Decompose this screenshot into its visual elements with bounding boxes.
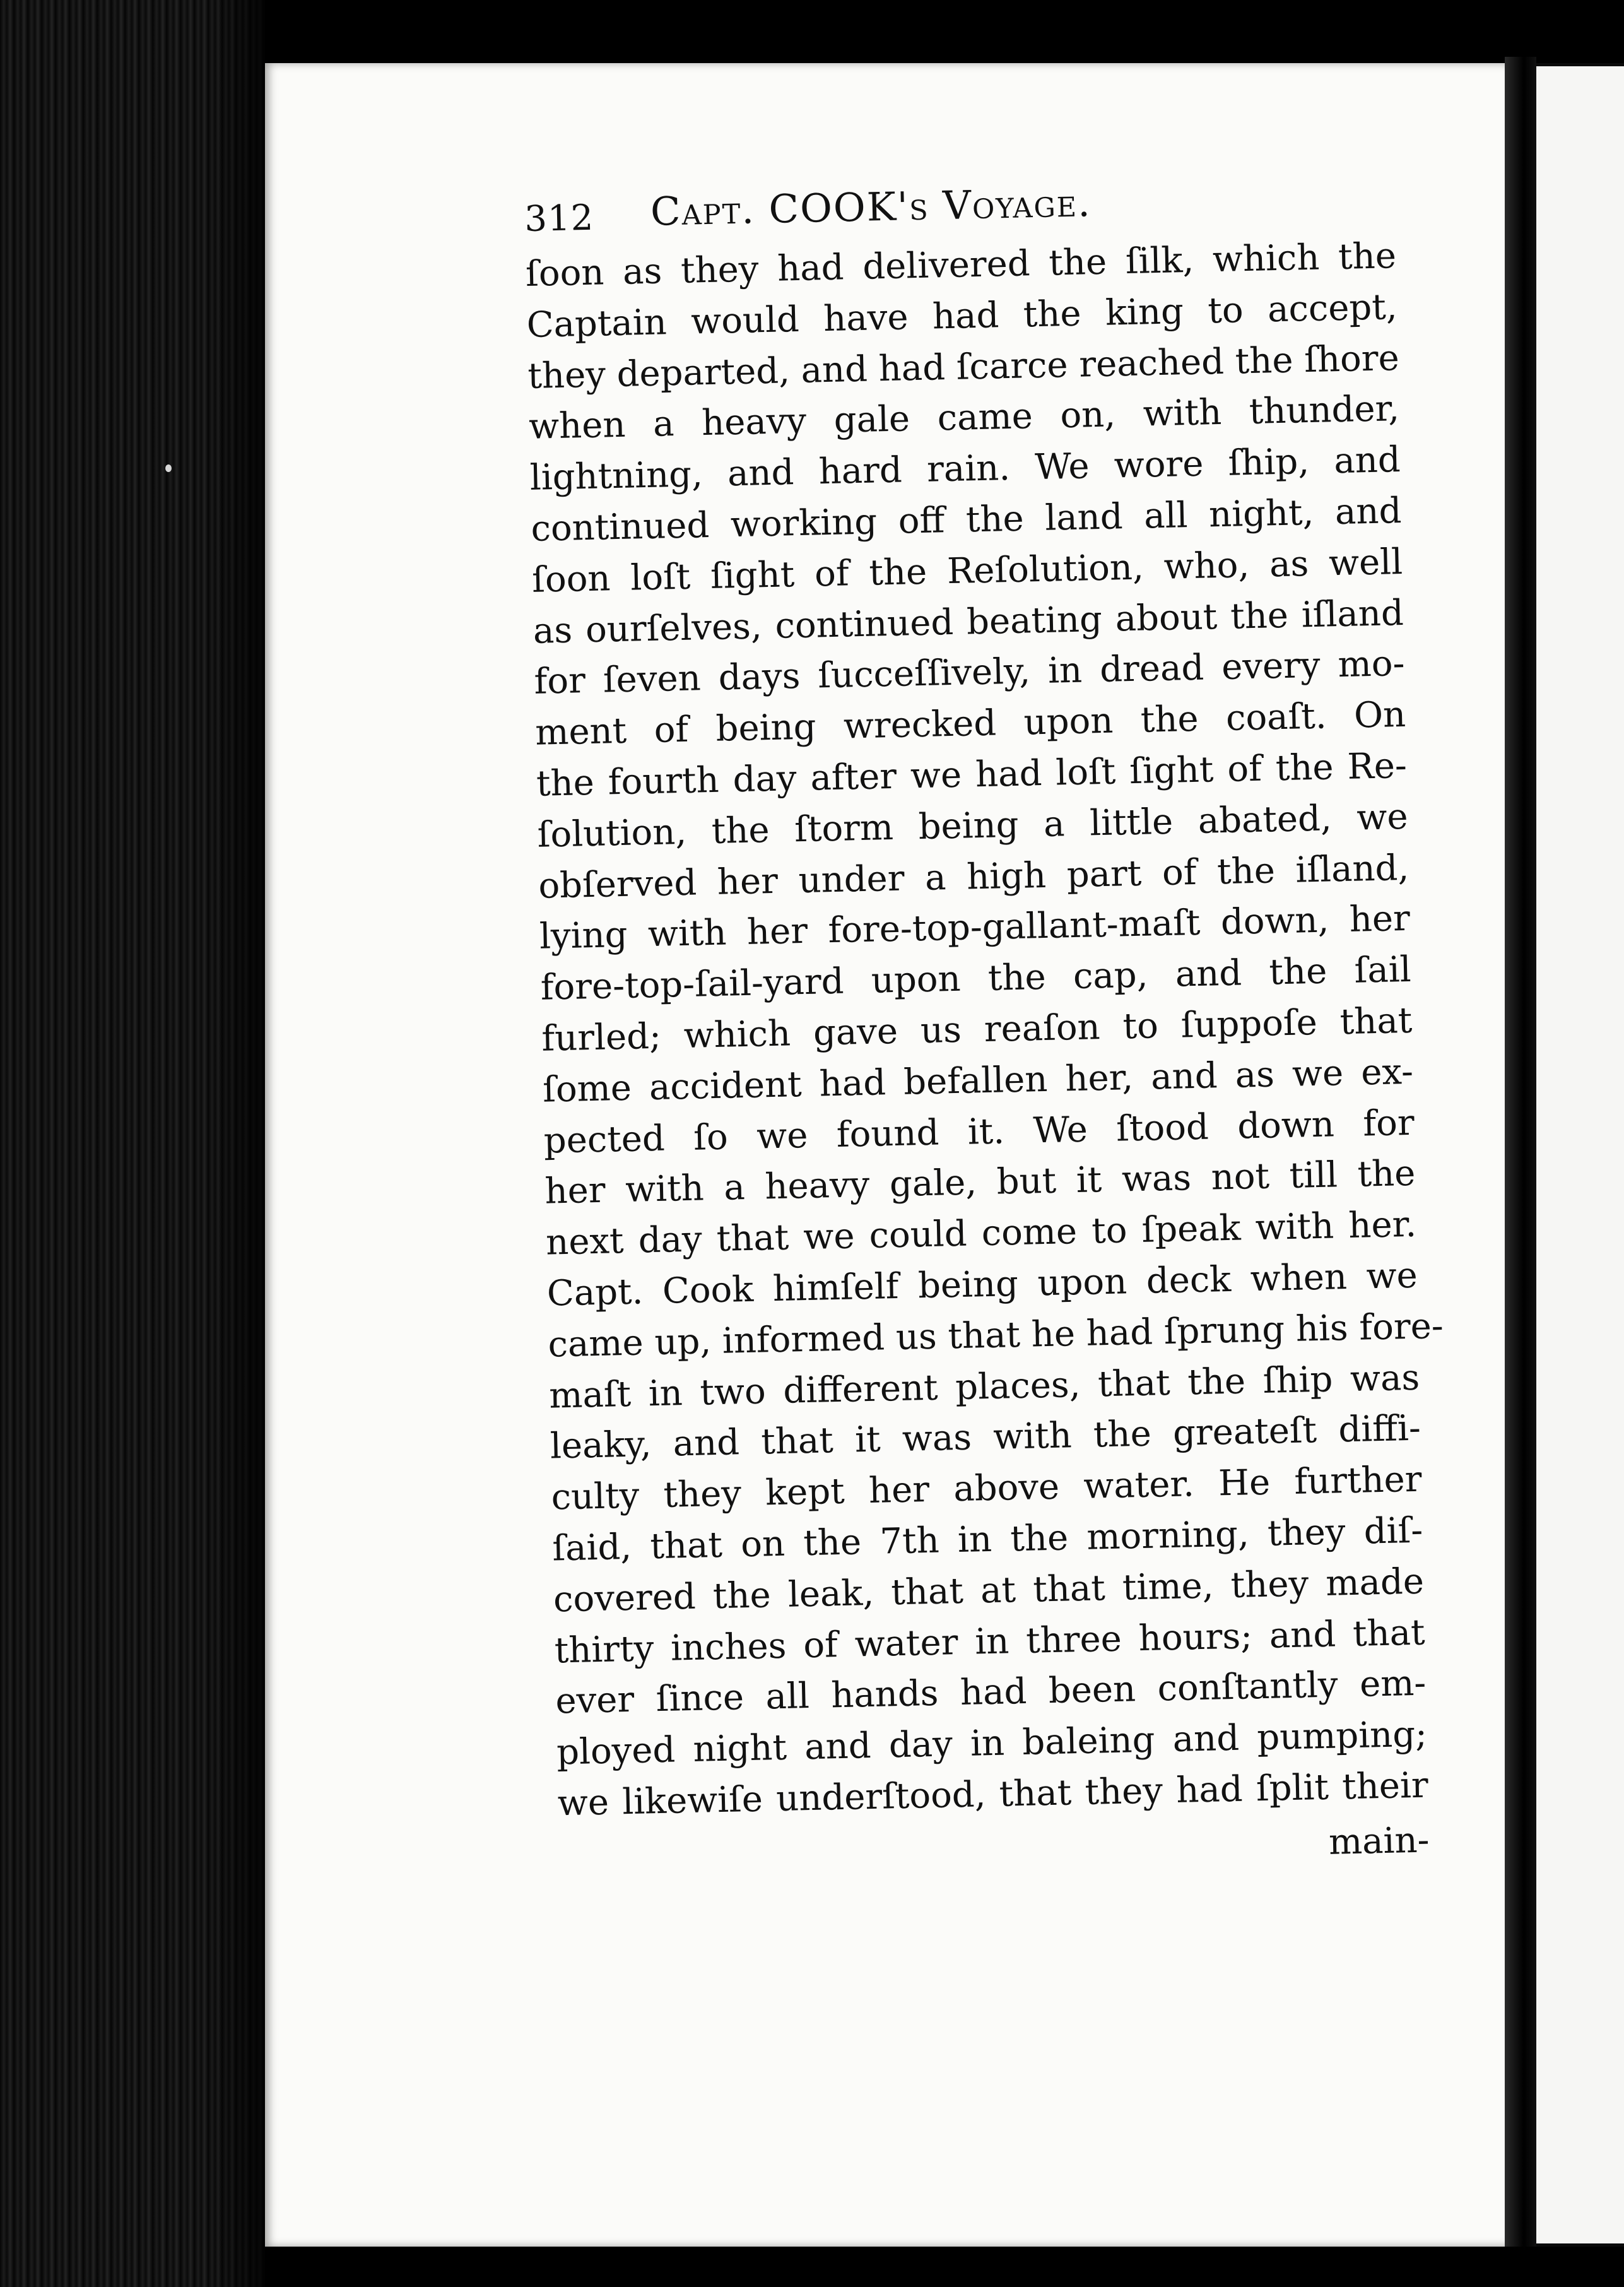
text-line: pected ſo we found it. We ſtood down for [543,1102,1415,1162]
text-line: came up, informed us that he had ſprung his fore- [547,1305,1444,1366]
text-line: Captain would have had the king to accept, [526,286,1398,346]
text-line: culty they kept her above water. He further [551,1458,1423,1518]
text-line: continued working off the land all night, and [530,490,1402,550]
text-line: obſerved her under a high part of the iſland, [538,847,1409,907]
scan-top-border [265,0,1624,63]
text-line: next day that we could come to ſpeak with her. [545,1203,1417,1263]
text-line: covered the leak, that at that time, they made [553,1561,1425,1621]
text-line: ſome accident had befallen her, and as we ex- [542,1051,1414,1111]
scan-bottom-border [265,2247,1624,2287]
text-line: when a heavy gale came on, with thunder, [528,388,1400,448]
text-line: maſt in two different places, that the ſhip was [548,1357,1420,1417]
text-line: Capt. Cook himſelf being upon deck when we [546,1255,1418,1315]
text-line: for ſeven days ſucceſſively, in dread every mo- [533,643,1406,703]
binding-edge-shade [208,0,271,2287]
dust-speck [165,464,172,472]
text-line: as ourſelves, continued beating about the iſland [533,592,1404,652]
text-line: ſoon loſt ſight of the Reſolution, who, as well [531,541,1403,601]
running-title: Capt. COOK's Voyage. [650,179,1092,235]
text-line: they departed, and had ſcarce reached the ſhore [527,337,1400,397]
text-line: we likewiſe underſtood, that they had ſplit their [557,1764,1429,1824]
text-line: ſoon as they had delivered the ſilk, which the [525,235,1397,295]
text-line: furled; which gave us reaſon to ſuppoſe that [541,1000,1413,1060]
page-number: 312 [524,197,594,240]
text-line: ſolution, the ſtorm being a little abated, we [537,796,1409,856]
text-line: lying with her fore-top-gallant-maſt down, her [539,898,1411,958]
text-line: leaky, and that it was with the greateſt diffi- [550,1407,1421,1467]
facing-page-edge [1536,66,1624,2243]
text-line: thirty inches of water in three hours; and that [554,1612,1426,1671]
body-text [525,231,1444,1829]
text-line: ployed night and day in baleing and pumping; [556,1713,1428,1773]
text-line: ment of being wrecked upon the coaſt. On [534,694,1406,753]
text-line: ſaid, that on the 7th in the morning, they diſ- [551,1510,1423,1569]
text-line: her with a heavy gale, but it was not till the [544,1153,1416,1212]
catchword: main- [1328,1819,1430,1863]
text-line: ever ſince all hands had been conſtantly em- [555,1662,1427,1722]
text-block [524,162,1444,1884]
text-line: fore-top-ſail-yard upon the cap, and the ſail [540,948,1412,1008]
text-line: the fourth day after we had loſt ſight of the Re- [536,745,1408,805]
book-gutter [1505,57,1536,2253]
text-line: lightning, and hard rain. We wore ſhip, and [529,439,1401,499]
